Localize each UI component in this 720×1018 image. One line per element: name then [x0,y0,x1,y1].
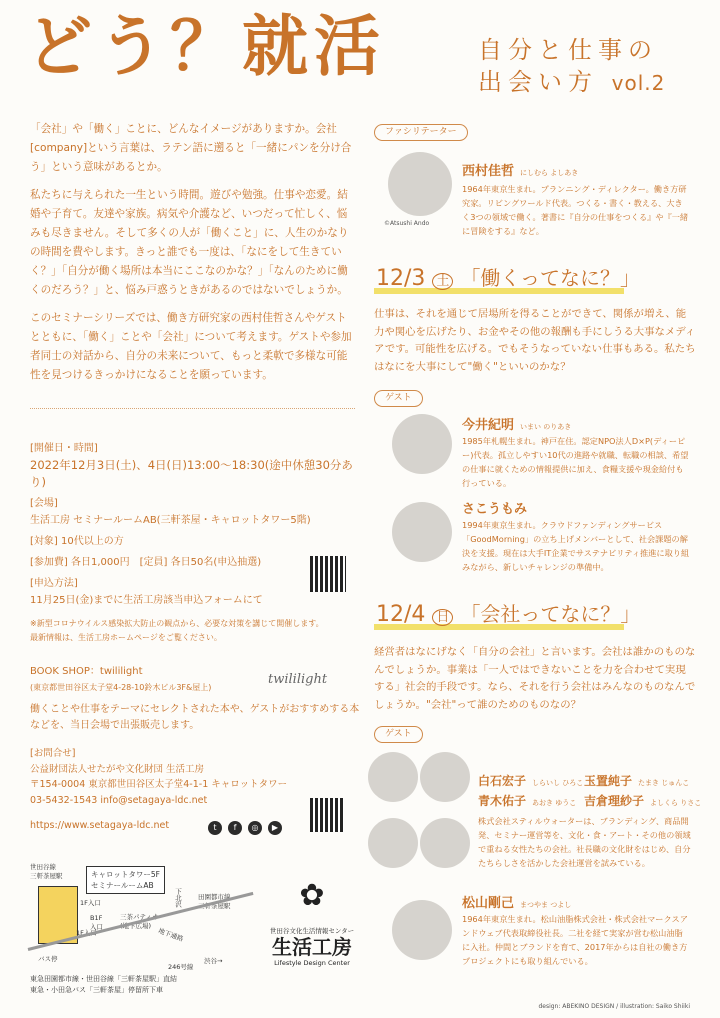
guest-bio-matsuyama: 1964年東京生まれ。松山油脂株式会社・株式会社マークスアンドウェブ代表取締役社長。二社を経て実家が営む松山油脂に入社。仲間とブランドを育て、2017年からは自社の働き方プロジェクトにも取り組んでいる。 [462,914,688,966]
seikatsu-kobo-logo: ✿ 世田谷文化生活情報センター 生活工房 Lifestyle Design Center [262,866,362,967]
twitter-icon[interactable]: t [208,821,222,835]
divider [30,408,355,409]
capacity: [定員] 各日50名(申込抽選) [139,557,262,568]
carrot-tower-block [38,886,78,944]
map-denen-line: 田園都市線 三軒茶屋駅 [198,893,231,910]
guest-name-sako: さこうもみ [462,502,528,517]
subtitle [478,34,714,99]
facilitator-name: 西村佳哲 にしむら よしあき [462,164,579,179]
design-credit: design: ABEKINO DESIGN / illustration: Saiko Shiiki [538,1003,690,1010]
map-underground: 地下通路 [157,926,185,944]
youtube-icon[interactable]: ▶ [268,821,282,835]
facilitator-tag: ファシリテーター [374,124,468,141]
date-label: [開催日・時間] [30,443,98,454]
map-entrance-3: 1F入口 [76,929,97,937]
contact-label: [お問合せ] [30,748,76,759]
website-link[interactable]: https://www.setagaya-ldc.net [30,820,170,831]
guest-photo-matsuyama [392,900,452,960]
map-bus-stop: バス停 [38,955,58,963]
map-shimokitazawa: 下北沢 [174,888,182,908]
target: [対象] 10代以上の方 [30,536,124,547]
map-setagaya-line: 世田谷線 三軒茶屋駅 [30,863,63,880]
intro-paragraph: 「会社」や「働く」ことに、どんなイメージがありますか。会社[company]という言葉は、ラテン語に遡ると「一緒にパンを分け合う」という意味があるとか。 [30,123,352,173]
map-entrance-1: 1F入口 [80,899,101,907]
guest-bio-imai: 1985年札幌生まれ。神戸在住。認定NPO法人D×P(ディーピー)代表。孤立しやすい10代の進路や就職、転職の相談、希望の仕事に就くための情報提供に加え、食糧支援や現金給付も行っている。 [462,436,689,488]
guest-name-tamaki: 玉置純子 たまき じゅんこ [584,774,690,788]
instagram-icon[interactable]: ◎ [248,821,262,835]
facilitator-photo [388,152,452,216]
day1-heading: 12/3 土 「働くってなに？」 [376,266,641,291]
intro-paragraph: 私たちに与えられた一生という時間。遊びや勉強。仕事や恋愛。結婚や子育て。友達や家族。病気や介護など、いつだって忙しく、悩みも尽きません。そして多くの人が「働くこと」に、人生のかなりの時間を費やします。きっと誰でも一度は、「なにをして生きていく？」「自分が働く場所は本当にここなのかな？」「なんのために働くのだろう？」と、悩み戸惑うときがあるのではないでしょうか。 [30,189,349,296]
logo-mascot-icon: ✿ [299,878,325,913]
apply-value: 11月25日(金)までに生活工房該当申込フォームにて [30,595,263,606]
day2-guest-tag: ゲスト [374,726,423,743]
bookshop-address: (東京都世田谷区太子堂4-28-10鈴木ビル3F&屋上) [30,683,212,692]
guest-photo-yoshikura [420,818,470,868]
map-shibuya: 渋谷→ [204,957,223,965]
bookshop-desc: 働くことや仕事をテーマにセレクトされた本や、ゲストがおすすめする本などを、当日会場で出張販売します。 [30,704,360,731]
bookshop-title: BOOK SHOP：twililight [30,666,143,677]
covid-note: ※新型コロナウイルス感染拡大防止の観点から、必要な対策を講じて開催します。最新情報は、生活工房ホームページをご覧ください。 [30,619,324,642]
subtitle-line1: 自分と仕事の [478,36,658,64]
fee: [参加費] 各日1,000円 [30,557,130,568]
guest-name-shiraishi: 白石宏子 しらいし ひろこ [478,774,584,788]
venue-value: 生活工房 セミナールームAB(三軒茶屋・キャロットタワー5階) [30,515,311,526]
guest-name-aoki: 青木佑子 あおき ゆうこ [478,794,577,808]
guest-name-matsuyama: 松山剛己 まつやま つよし [462,896,572,911]
guest-photo-aoki [368,818,418,868]
main-title: どう？就活 [26,8,386,85]
day2-text: 経営者はなにげなく「自分の会社」と言います。会社は誰かのものなんでしょうか。事業は「一人ではできないことを力を合わせて実現する」社会的手段です。なら、それを行う会社はみんなのものなんでしょうか。"会社"って誰のためのものなの？ [374,646,696,711]
guest-photo-shiraishi [368,752,418,802]
contact-qr-code[interactable] [310,798,344,832]
date-value: 2022年12月3日(土)、4日(日)13:00〜18:30(途中休憩30分あり) [30,458,353,489]
facebook-icon[interactable]: f [228,821,242,835]
venue-label: [会場] [30,498,58,509]
photo-credit: ©Atsushi Ando [384,220,430,227]
contact-tel: 03-5432-1543 info@setagaya-ldc.net [30,794,208,806]
guest-name-imai: 今井紀明 いまい のりあき [462,418,572,433]
map-access: 東急田園都市線・世田谷線「三軒茶屋駅」直結 東急・小田急バス「三軒茶屋」停留所下車 [30,975,177,994]
social-icons [208,815,288,835]
guest-name-yoshikura: 吉倉理紗子 よしくら りさこ [584,794,702,808]
intro-text [30,120,356,394]
event-info [30,440,360,645]
day1-text: 仕事は、それを通じて居場所を得ることができて、関係が増え、能力や関心を広げたり、お金やその他の報酬も手にしうる大事なメディアです。可能性を広げる。でもそうなっていない仕事もある。私たちはなにを大事にして"働く"といいのかな？ [374,308,696,373]
contact-org: 公益財団法人せたがや文化財団 生活工房 [30,763,205,775]
map-tower-label: キャロットタワー5F セミナールームAB [86,866,165,894]
guest-photo-imai [392,414,452,474]
day1-guest-tag: ゲスト [374,390,423,407]
access-map [28,862,260,1002]
guest-photo-sako [392,502,452,562]
apply-qr-code[interactable] [310,556,346,592]
day2-heading: 12/4 日 「会社ってなに？」 [376,602,641,627]
facilitator-bio: 1964年東京生まれ。プランニング・ディレクター。働き方研究家。リビングワールド代表。つくる・書く・教える、大きく3つの領域で働く。著書に『自分の仕事をつくる』や『一緒に冒険をする』など。 [462,184,689,236]
map-patio: 三茶パティオ (地下広場) [120,913,159,930]
twililight-logo: twililight [268,672,328,687]
subtitle-line2: 出会い方 [478,68,598,96]
vol-label: vol.2 [611,71,666,95]
intro-paragraph: このセミナーシリーズでは、働き方研究家の西村佳哲さんやゲストとともに、「働く」ことや「会社」について考えます。ゲストや参加者同士の対話から、自分の未来について、もっと柔軟で多様な可能性を見つけるきっかけになることを願っています。 [30,312,352,381]
guest-bio-sako: 1994年東京生まれ。クラウドファンディングサービス「GoodMorning」の立ち上げメンバーとして、社会課題の解決を支援。現在は大手IT企業でサステナビリティ推進に取り組みながら、新しいチャレンジの準備中。 [462,520,690,572]
contact-address: 〒154-0004 東京都世田谷区太子堂4-1-1 キャロットタワー [30,779,288,790]
map-entrance-2: B1F入口 [90,914,103,931]
guest-photo-tamaki [420,752,470,802]
apply-label: [申込方法] [30,578,78,589]
guest-bio-stillwater: 株式会社スティルウォーターは、ブランディング、商品開発、セミナー運営等を、文化・食・アート・その他の領域で重ねる女性たちの会社。社長職の文化財をはじめ、自分たちらしさを活かした会社運営を試みている。 [478,816,691,868]
map-route246: 246号線 [168,963,194,971]
